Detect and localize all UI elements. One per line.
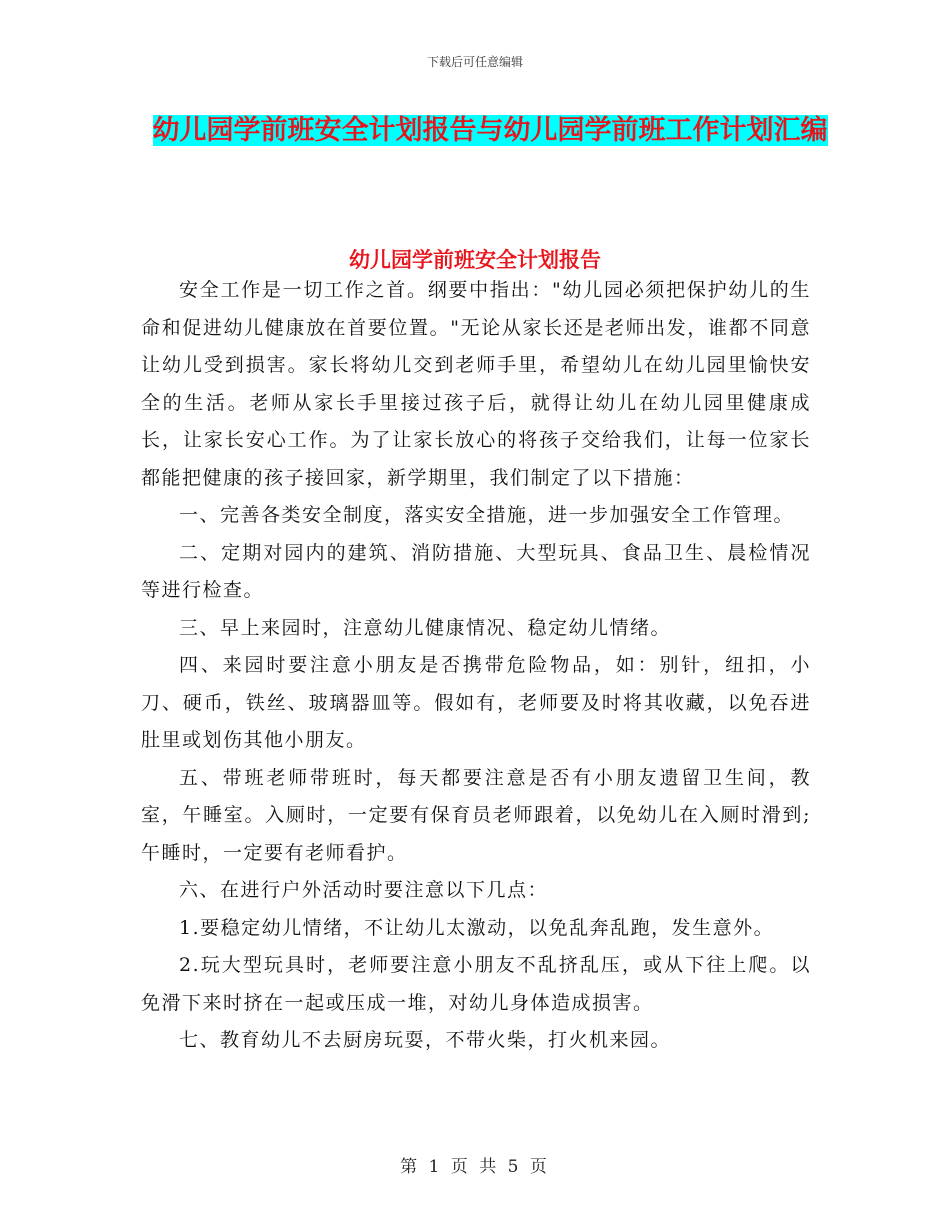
document-title-text: 幼儿园学前班安全计划报告与幼儿园学前班工作计划汇编 bbox=[152, 115, 828, 146]
paragraph-intro: 安全工作是一切工作之首。纲要中指出："幼儿园必须把保护幼儿的生命和促进幼儿健康放在首要位置。"无论从家长还是老师出发，谁都不同意让幼儿受到损害。家长将幼儿交到老师手里，希望幼儿在幼儿园里愉快安全的生活。老师从家长手里接过孩子后，就得让幼儿在幼儿园里健康成长，让家长安心工作。为了让家长放心的将孩子交给我们，让每一位家长都能把健康的孩子接回家，新学期里，我们制定了以下措施： bbox=[141, 279, 811, 489]
paragraph-item-6: 六、在进行户外活动时要注意以下几点： bbox=[179, 879, 549, 901]
paragraph-item-7: 七、教育幼儿不去厨房玩耍，不带火柴，打火机来园。 bbox=[179, 1029, 672, 1051]
paragraph-item-5: 五、带班老师带班时，每天都要注意是否有小朋友遗留卫生间，教室，午睡室。入厕时，一定要有保育员老师跟着，以免幼儿在入厕时滑到;午睡时，一定要有老师看护。 bbox=[141, 766, 811, 864]
section-title: 幼儿园学前班安全计划报告 bbox=[349, 248, 601, 272]
paragraph-item-2: 二、定期对园内的建筑、消防措施、大型玩具、食品卫生、晨检情况等进行检查。 bbox=[141, 541, 811, 601]
paragraph-item-4: 四、来园时要注意小朋友是否携带危险物品，如：别针，纽扣，小刀、硬币，铁丝、玻璃器皿等。假如有，老师要及时将其收藏，以免吞进肚里或划伤其他小朋友。 bbox=[141, 654, 811, 751]
document-body bbox=[141, 272, 811, 1060]
paragraph-subitem-1: 1.要稳定幼儿情绪，不让幼儿太激动，以免乱奔乱跑，发生意外。 bbox=[179, 916, 775, 939]
document-title bbox=[140, 108, 840, 154]
paragraph-item-1: 一、完善各类安全制度，落实安全措施，进一步加强安全工作管理。 bbox=[179, 504, 795, 526]
paragraph-subitem-2: 2.玩大型玩具时，老师要注意小朋友不乱挤乱压，或从下往上爬。以免滑下来时挤在一起或压成一堆，对幼儿身体造成损害。 bbox=[141, 954, 811, 1014]
header-note: 下载后可任意编辑 bbox=[426, 55, 523, 69]
paragraph-item-3: 三、早上来园时，注意幼儿健康情况、稳定幼儿情绪。 bbox=[179, 616, 672, 639]
page-number-footer: 第 1 页 共 5 页 bbox=[400, 1157, 550, 1177]
